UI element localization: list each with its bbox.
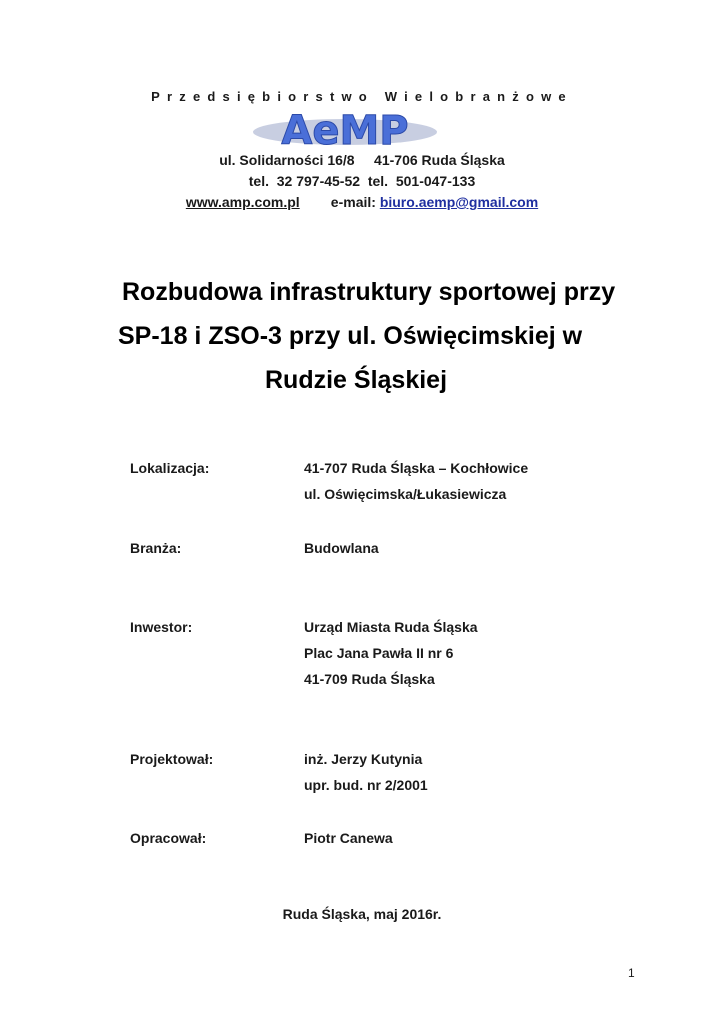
designer-value-1: inż. Jerzy Kutynia xyxy=(304,751,423,767)
website-link[interactable]: www.amp.com.pl xyxy=(185,194,300,210)
document-title-line-3: Rudzie Śląskiej xyxy=(265,366,448,394)
branch-value: Budowlana xyxy=(304,540,379,556)
company-logo xyxy=(250,108,440,154)
phone-line xyxy=(0,173,724,189)
prepared-label: Opracował: xyxy=(130,830,207,846)
company-name: Przedsiębiorstwo Wielobranżowe xyxy=(151,89,573,104)
page-number: 1 xyxy=(628,966,635,980)
investor-value-2: Plac Jana Pawła II nr 6 xyxy=(304,645,454,661)
logo-text: AeMP xyxy=(281,108,409,154)
location-label: Lokalizacja: xyxy=(130,460,210,476)
street-address: ul. Solidarności 16/8 xyxy=(219,152,355,168)
investor-value-3: 41-709 Ruda Śląska xyxy=(304,671,435,687)
designer-label: Projektował: xyxy=(130,751,214,767)
investor-value-1: Urząd Miasta Ruda Śląska xyxy=(304,619,478,635)
location-value-1: 41-707 Ruda Śląska – Kochłowice xyxy=(304,460,529,476)
branch-label: Branża: xyxy=(130,540,182,556)
prepared-value: Piotr Canewa xyxy=(304,830,393,846)
investor-label: Inwestor: xyxy=(130,619,193,635)
phone-2: tel. 501-047-133 xyxy=(367,173,476,189)
address-line xyxy=(0,152,724,168)
email-label: e-mail: xyxy=(330,194,376,210)
document-title-line-1: Rozbudowa infrastruktury sportowej przy xyxy=(122,278,616,306)
place-date: Ruda Śląska, maj 2016r. xyxy=(282,906,442,922)
postal-city: 41-706 Ruda Śląska xyxy=(374,152,505,168)
location-value-2: ul. Oświęcimska/Łukasiewicza xyxy=(304,486,507,502)
contact-line xyxy=(0,194,724,210)
document-title-line-2: SP-18 i ZSO-3 przy ul. Oświęcimskiej w xyxy=(118,322,583,350)
designer-value-2: upr. bud. nr 2/2001 xyxy=(304,777,428,793)
email-link[interactable]: biuro.aemp@gmail.com xyxy=(379,194,539,210)
phone-1: tel. 32 797-45-52 xyxy=(248,173,361,189)
